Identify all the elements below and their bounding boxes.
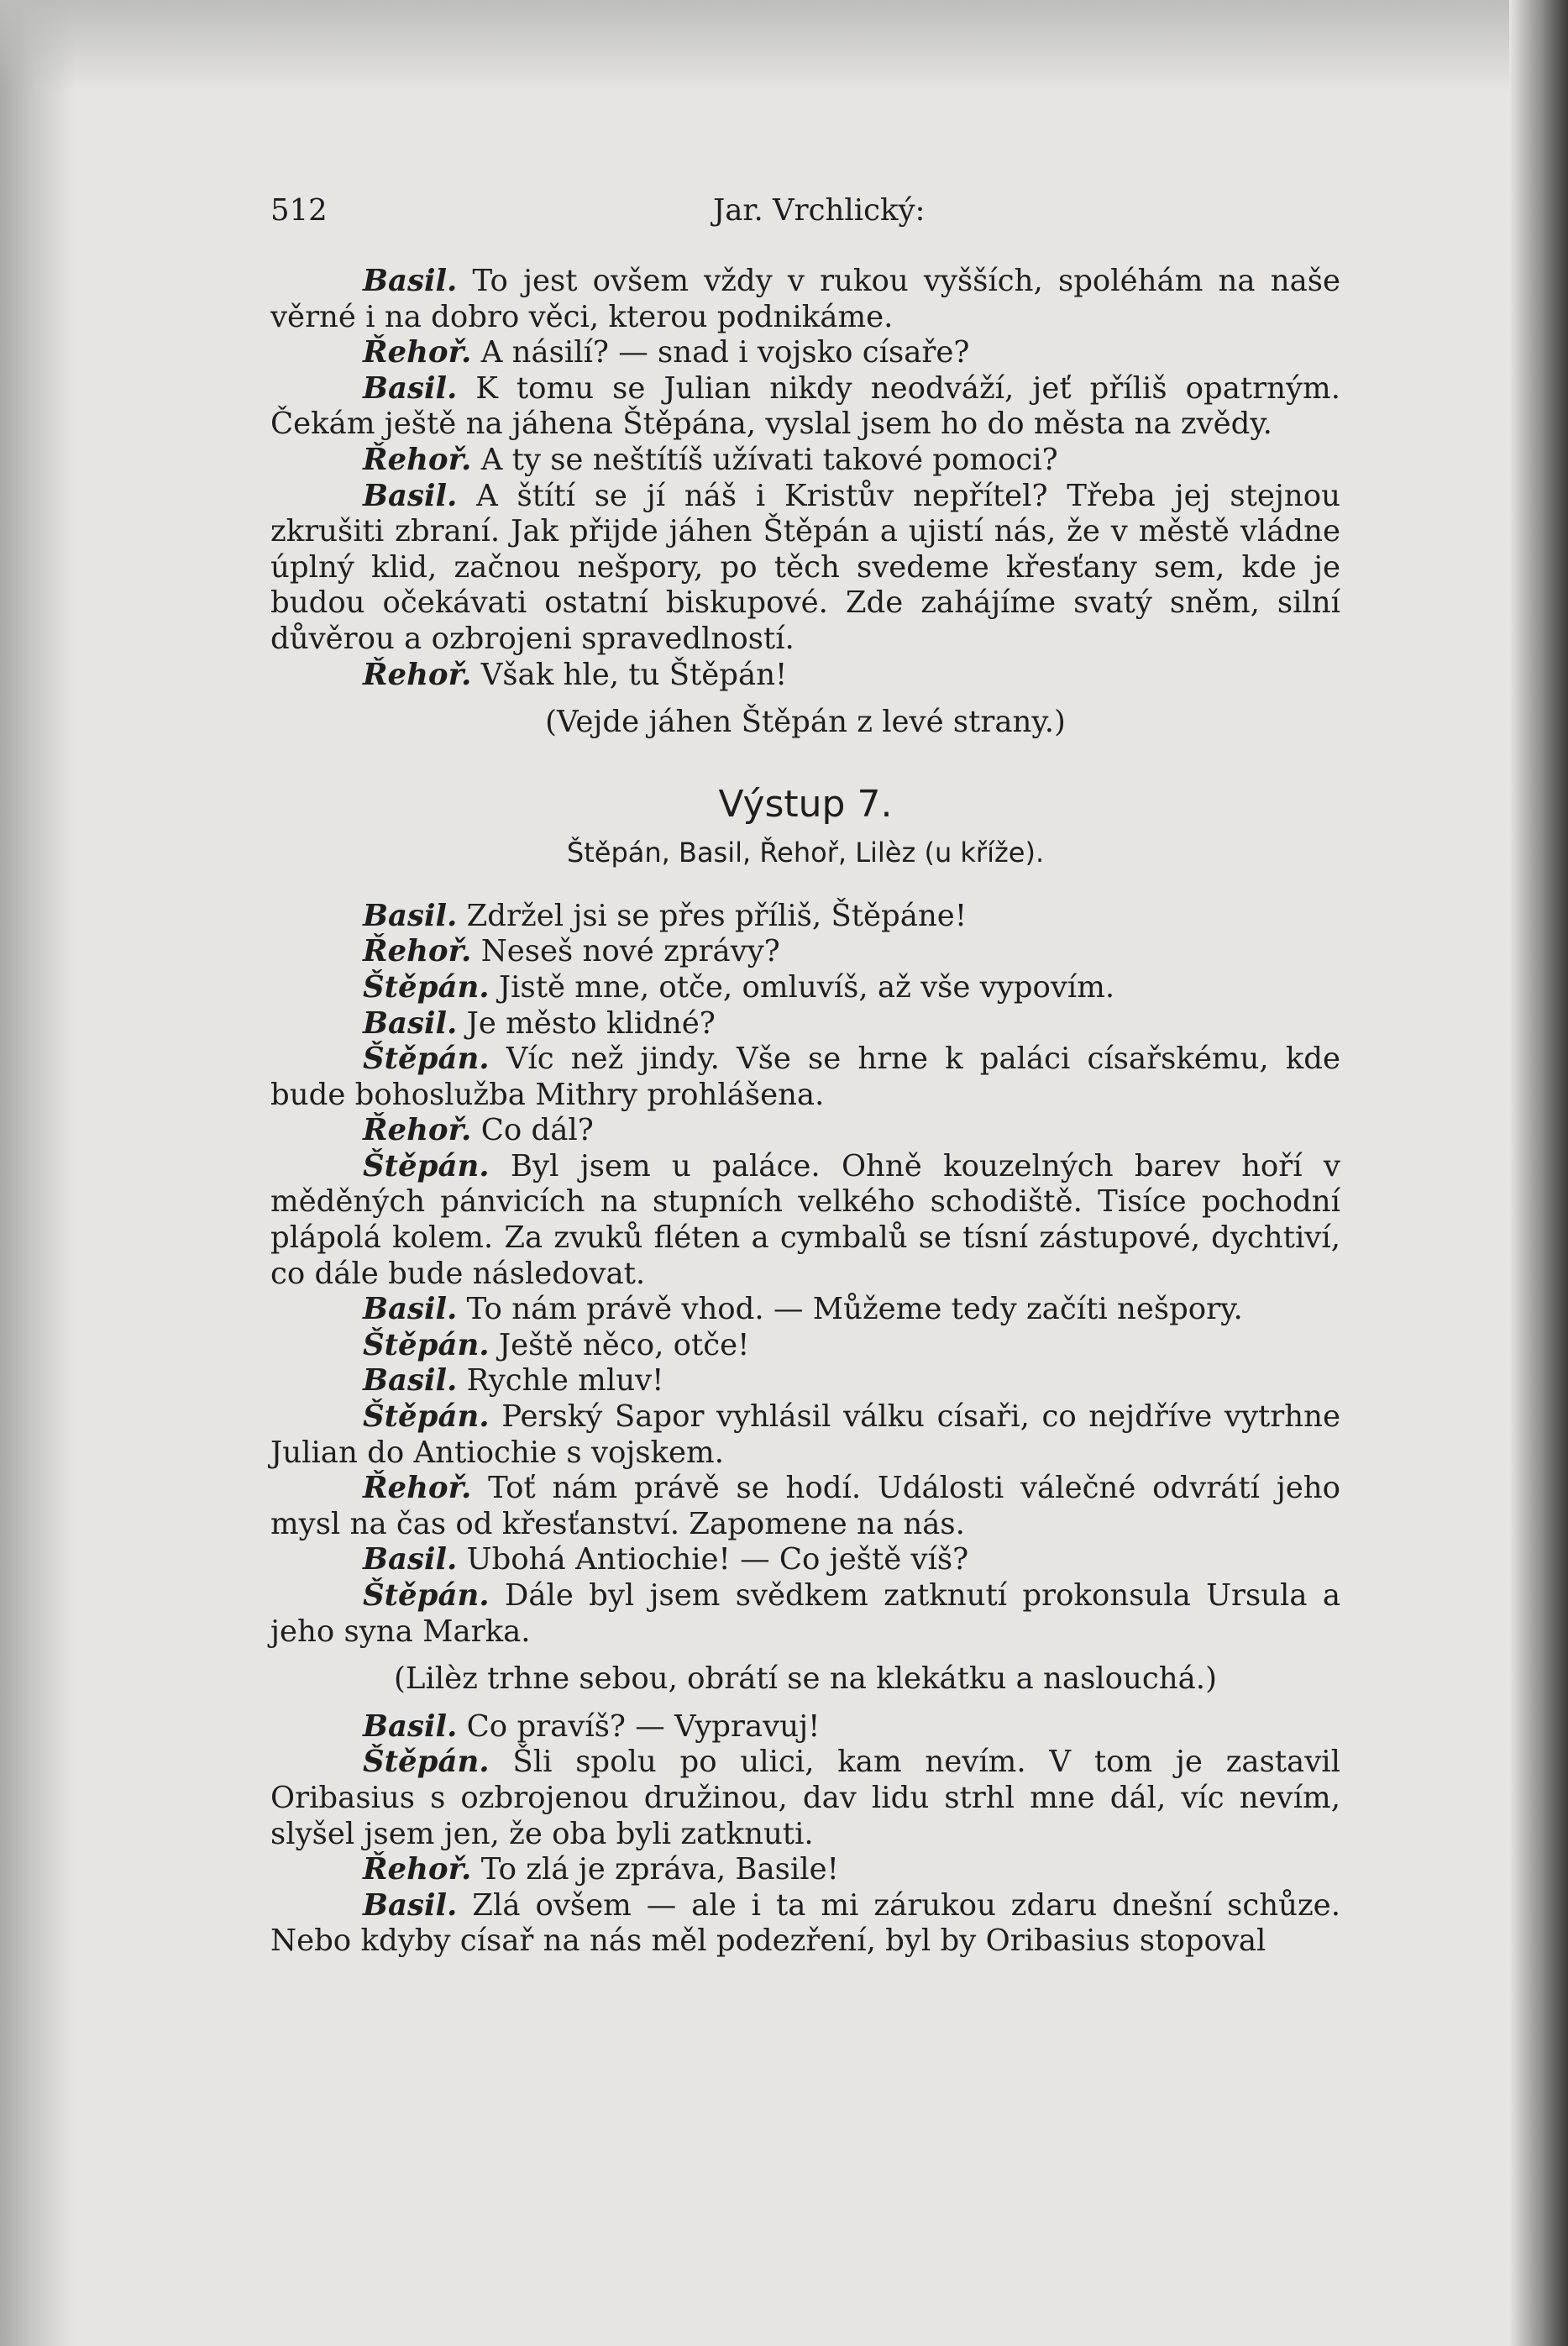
speaker-name: Basil. <box>363 370 458 406</box>
line-text: Zlá ovšem — ale i ta mi zárukou zdaru dnešní schůze. Nebo kdyby císař na nás měl podezření, byl by Oribasius stopoval <box>270 1887 1340 1959</box>
dialogue-line <box>270 1888 1340 1960</box>
dialogue-line <box>270 1113 1340 1149</box>
line-text: Perský Sapor vyhlásil válku císaři, co nejdříve vytrhne Julian do Antiochie s vojskem. <box>270 1399 1340 1470</box>
line-text: Zdržel jsi se přes příliš, Štěpáne! <box>466 898 968 933</box>
dialogue-line <box>270 1578 1340 1650</box>
book-page <box>270 193 1340 1960</box>
scan-shadow-right <box>1509 0 1568 2346</box>
line-text: Dále byl jsem svědkem zatknutí prokonsula Ursula a jeho syna Marka. <box>270 1578 1340 1649</box>
speaker-name: Štěpán. <box>363 969 490 1005</box>
dialogue-line <box>270 1745 1340 1852</box>
speaker-name: Basil. <box>363 1363 458 1399</box>
speaker-name: Basil. <box>363 1005 458 1041</box>
speaker-name: Řehoř. <box>363 442 472 477</box>
speaker-name: Štěpán. <box>363 1327 490 1362</box>
speaker-name: Štěpán. <box>363 1578 490 1613</box>
scan-shadow-left <box>0 0 76 2346</box>
dialogue-line <box>270 1399 1340 1471</box>
line-text: Ještě něco, otče! <box>498 1327 750 1362</box>
dialogue-line <box>270 335 1340 371</box>
line-text: A štítí se jí náš i Kristův nepřítel? Třeba jej stejnou zkrušiti zbraní. Jak přijde jáhen Štěpán a ujistí nás, že v městě vládne úplný klid, začnou nešpory, po těch svedeme křesťany sem, kde je budou očekávati ostatní biskupové. Zde zahájíme svatý sněm, silní důvěrou a ozbrojeni spravedlností. <box>270 478 1340 656</box>
line-text: To nám právě vhod. — Můžeme tedy začíti nešpory. <box>466 1292 1243 1327</box>
page-number: 512 <box>270 193 328 228</box>
dialogue-line <box>270 1709 1340 1745</box>
line-text: Toť nám právě se hodí. Události válečné odvrátí jeho mysl na čas od křesťanství. Zapomene na nás. <box>270 1471 1340 1541</box>
dialogue-line <box>270 1471 1340 1542</box>
line-text: Však hle, tu Štěpán! <box>480 657 788 692</box>
dialogue-line <box>270 658 1340 694</box>
dialogue-line <box>270 970 1340 1006</box>
line-text: Co pravíš? — Vypravuj! <box>466 1708 821 1744</box>
speaker-name: Štěpán. <box>363 1042 490 1077</box>
speaker-name: Řehoř. <box>363 657 472 692</box>
dialogue-line <box>270 1006 1340 1042</box>
dialogue-block-2 <box>270 899 1340 1650</box>
speaker-name: Basil. <box>363 1887 458 1923</box>
speaker-name: Řehoř. <box>363 1471 472 1506</box>
line-text: Ubohá Antiochie! — Co ještě víš? <box>466 1542 969 1577</box>
line-text: Byl jsem u paláce. Ohně kouzelných barev hoří v měděných pánvicích na stupních velkého schodiště. Tisíce pochodní plápolá kolem. Za zvuků fléten a cymbalů se tísní zástupové, dychtiví, co dále bude následovat. <box>270 1148 1340 1291</box>
line-text: To zlá je zpráva, Basile! <box>480 1852 839 1887</box>
dialogue-line <box>270 934 1340 970</box>
line-text: K tomu se Julian nikdy neodváží, jeť příliš opatrným. Čekám ještě na jáhena Štěpána, vyslal jsem ho do města na zvědy. <box>270 370 1340 442</box>
line-text: Rychle mluv! <box>466 1363 664 1399</box>
dialogue-line <box>270 1328 1340 1364</box>
dialogue-line <box>270 443 1340 479</box>
speaker-name: Basil. <box>363 898 458 933</box>
stage-direction: (Vejde jáhen Štěpán z levé strany.) <box>545 705 1066 740</box>
line-text: Víc než jindy. Vše se hrne k paláci císařskému, kde bude bohoslužba Mithry prohlášena. <box>270 1042 1340 1112</box>
line-text: Co dál? <box>480 1113 594 1148</box>
speaker-name: Řehoř. <box>363 335 472 370</box>
dialogue-block-3 <box>270 1709 1340 1960</box>
running-title: Jar. Vrchlický: <box>713 193 926 228</box>
speaker-name: Řehoř. <box>363 934 472 969</box>
dialogue-line <box>270 1542 1340 1578</box>
running-head <box>270 193 1340 244</box>
line-text: A ty se neštítíš užívati takové pomoci? <box>480 442 1058 477</box>
line-text: Šli spolu po ulici, kam nevím. V tom je zastavil Oribasius s ozbrojenou družinou, dav lidu strhl mne dál, víc nevím, slyšel jsem jen, že oba byli zatknuti. <box>270 1745 1340 1851</box>
speaker-name: Basil. <box>363 264 458 298</box>
dialogue-line <box>270 264 1340 335</box>
line-text: Jistě mne, otče, omluvíš, až vše vypovím. <box>498 969 1115 1005</box>
dialogue-line <box>270 1149 1340 1292</box>
dialogue-line <box>270 899 1340 935</box>
speaker-name: Štěpán. <box>363 1745 490 1780</box>
speaker-name: Štěpán. <box>363 1399 490 1435</box>
line-text: To jest ovšem vždy v rukou vyšších, spoléhám na naše věrné i na dobro věci, kterou podnikáme. <box>270 264 1340 334</box>
line-text: A násilí? — snad i vojsko císaře? <box>480 335 970 370</box>
stage-direction: (Lilèz trhne sebou, obrátí se na klekátku a naslouchá.) <box>394 1661 1217 1697</box>
speaker-name: Basil. <box>363 1542 458 1577</box>
dialogue-block-1 <box>270 264 1340 693</box>
speaker-name: Basil. <box>363 1708 458 1744</box>
line-text: Neseš nové zprávy? <box>480 934 780 969</box>
speaker-name: Basil. <box>363 478 458 513</box>
line-text: Je město klidné? <box>466 1005 716 1041</box>
speaker-name: Štěpán. <box>363 1148 490 1183</box>
speaker-name: Basil. <box>363 1292 458 1327</box>
dialogue-line <box>270 1363 1340 1399</box>
dialogue-line <box>270 371 1340 443</box>
speaker-name: Řehoř. <box>363 1852 472 1887</box>
speaker-name: Řehoř. <box>363 1113 472 1148</box>
scene-cast: Štěpán, Basil, Řehoř, Lilèz (u kříže). <box>566 836 1045 869</box>
scene-title: Výstup 7. <box>718 782 893 826</box>
dialogue-line <box>270 1292 1340 1328</box>
dialogue-line <box>270 1042 1340 1113</box>
scan-shadow-top <box>0 0 1568 92</box>
dialogue-line <box>270 479 1340 658</box>
dialogue-line <box>270 1852 1340 1888</box>
